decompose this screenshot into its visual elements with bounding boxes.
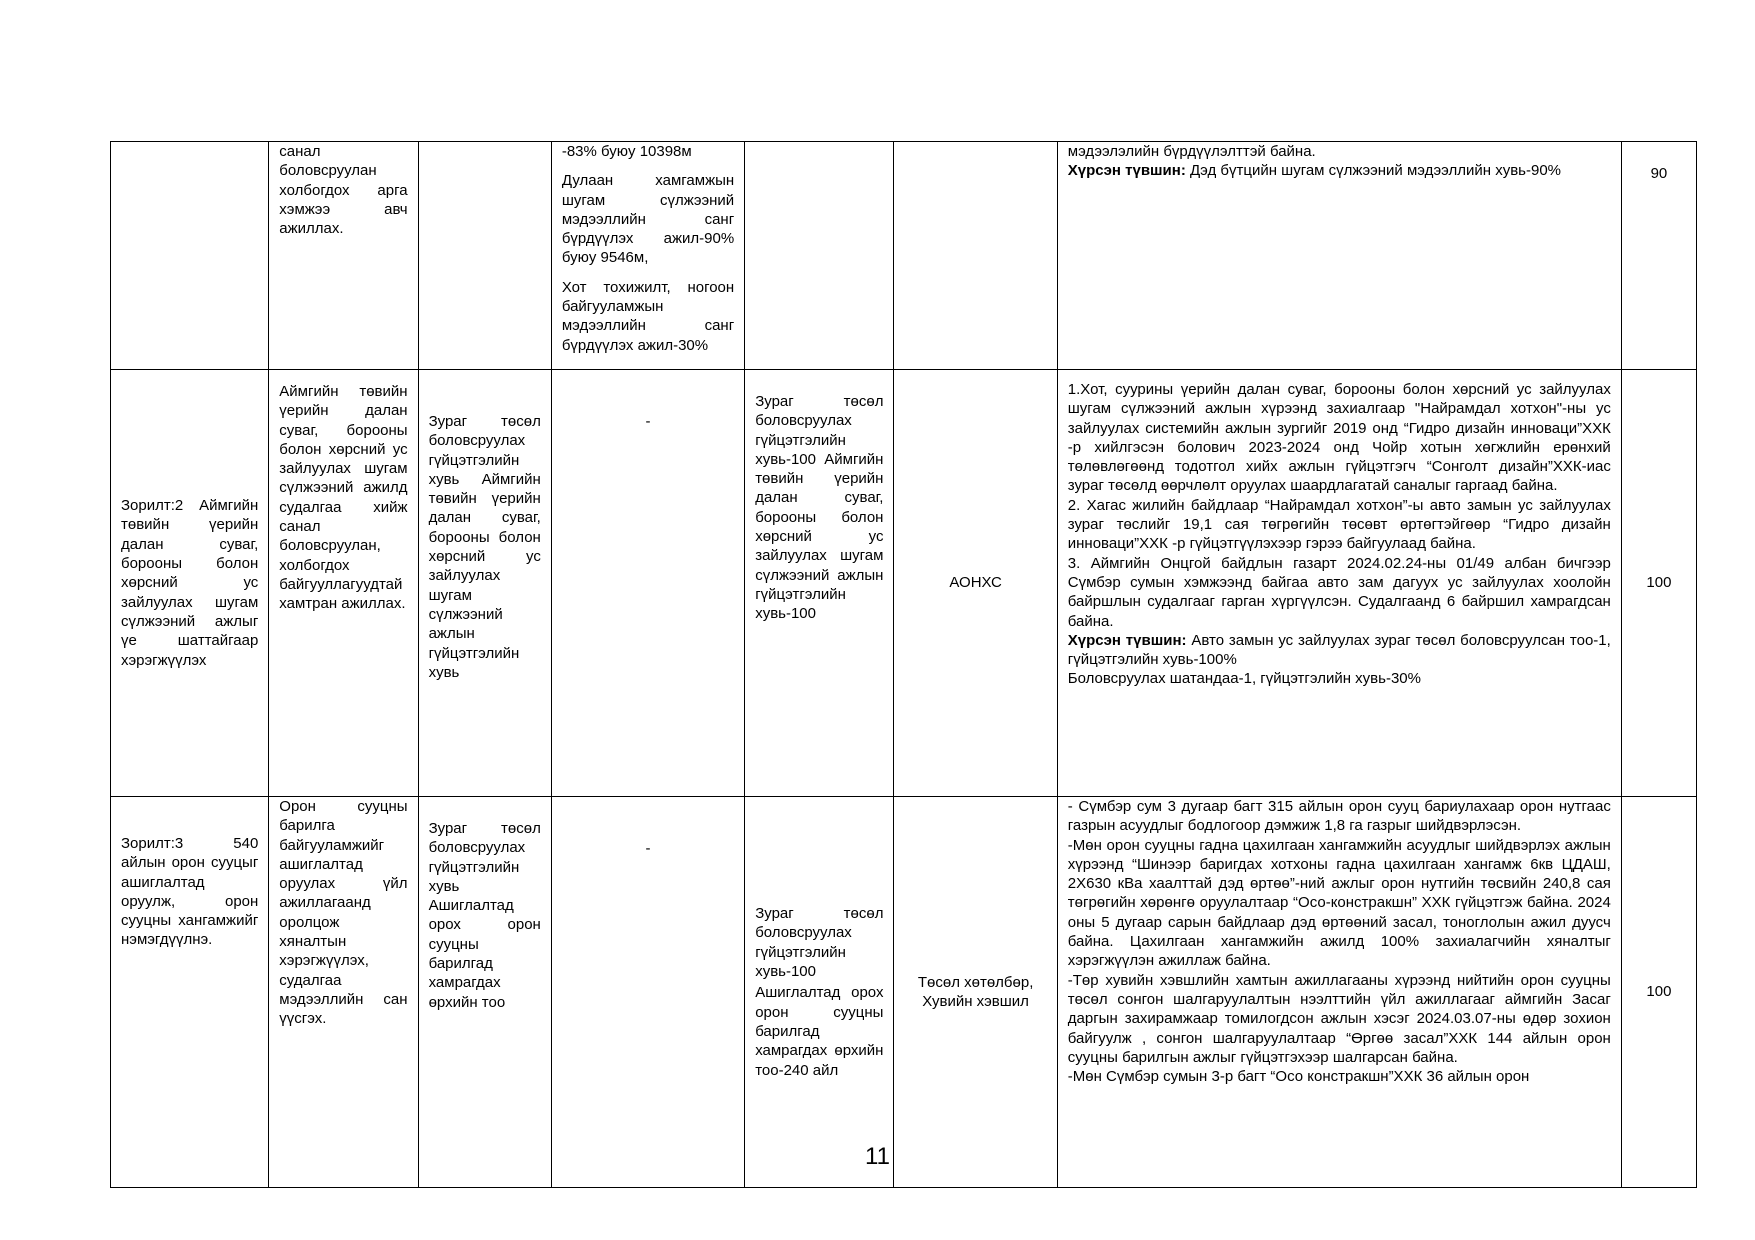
baseline-text: Дулаан хамгамжын шугам сүлжээний мэдээллийн санг бүрдүүлэх ажил-90% буюу 9546м, — [561, 172, 735, 267]
progress-text: -Мөн Сүмбэр сумын 3-р багт “Осо констракшн”ХХК 36 айлын орон — [1067, 1068, 1530, 1086]
progress-text: 1.Хот, суурины үерийн далан суваг, борооны болон хөрсний ус зайлуулах шугам сүлжээний ажлын хүрээнд захиалгаар "Найрамдал хотхон"-ны ус зайлуулах системийн ажлын зургийг 2019 онд “Гидро дизайн инноваци”ХХК -р хийлгэсэн болович 2023-2024 онд Чойр хотын хөгжлийн ерөнхий төлөвлөгөөнд тодотгол хийх ажлын гүйцэтгэгч “Сонголт дизайн”ХХК-иас зураг төсөлд өөрчлөлт оруулах шаардлагатай саналыг гаргаад байна. — [1067, 381, 1611, 495]
goal-cell: Зорилт:2 Аймгийн төвийн үерийн далан суваг, борооны болон хөрсний ус зайлуулах шугам сүлжээний ажлыг үе шаттайгаар хэрэгжүүлэх — [111, 370, 269, 797]
progress-cell — [1057, 142, 1621, 370]
score-cell: 100 — [1621, 370, 1696, 797]
target-text: Ашиглалтад орох орон сууцны барилгад хамрагдах өрхийн тоо-240 айл — [755, 984, 884, 1079]
baseline-text: -83% буюу 10398м — [561, 143, 692, 160]
target-cell: Зураг төсөл боловсруулах гүйцэтгэлийн хувь-100 Аймгийн төвийн үерийн далан суваг, борооны болон хөрсний ус зайлуулах шугам сүлжээний ажлын гүйцэтгэлийн хувь-100 — [745, 370, 894, 797]
table-row — [111, 370, 1697, 797]
progress-text: 2. Хагас жилийн байдлаар “Найрамдал хотхон”-ы авто замын ус зайлуулах зураг төслийг 19,1 сая төгрөгийн төсөвт өртөгтэйгөөр “Гидро дизайн инноваци”ХХК -р гүйцэтгүүлэхээр гэрээ байгуулаад байна. — [1067, 496, 1611, 553]
table-row — [111, 142, 1697, 370]
level-label: Хүрсэн түвшин: — [1067, 631, 1187, 649]
progress-text: - Сүмбэр сум 3 дугаар багт 315 айлын орон сууц бариулахаар орон нутгаас газрын асуудлыг бодлогоор дэмжиж 1,8 га газрыг шийдвэрлэсэн. — [1067, 798, 1611, 835]
score-cell: 100 — [1621, 797, 1696, 1188]
level-label: Хүрсэн түвшин: — [1067, 162, 1186, 180]
report-table — [110, 141, 1697, 1188]
baseline-cell — [551, 142, 744, 370]
responsible-cell: Төсөл хөтөлбөр, Хувийн хэвшил — [894, 797, 1057, 1188]
baseline-text: Хот тохижилт, ногоон байгууламжын мэдээллийн санг бүрдүүлэх ажил-30% — [561, 278, 735, 354]
progress-text: Боловсруулах шатандаа-1, гүйцэтгэлийн хувь-30% — [1067, 670, 1421, 688]
responsible-cell: АОНХС — [894, 370, 1057, 797]
progress-text: мэдээлэлийн бүрдүүлэлттэй байна. — [1067, 143, 1316, 160]
target-cell — [745, 797, 894, 1188]
activity-cell: Орон сууцны барилга байгууламжийг ашиглалтад оруулах үйл ажиллагаанд оролцож хяналтын хэрэгжүүлэх, судалгаа мэдээллийн сан үүсгэх. — [269, 797, 418, 1188]
goal-cell: Зорилт:3 540 айлын орон сууцыг ашиглалтад оруулж, орон сууцны хангамжийг нэмэгдүүлнэ. — [111, 797, 269, 1188]
responsible-cell — [894, 142, 1057, 370]
score-cell: 90 — [1621, 142, 1696, 370]
goal-cell — [111, 142, 269, 370]
indicator-cell: Зураг төсөл боловсруулах гүйцэтгэлийн хувь Аймгийн төвийн үерийн далан суваг, борооны болон хөрсний ус зайлуулах шугам сүлжээний ажлын гүйцэтгэлийн хувь — [418, 370, 551, 797]
progress-cell — [1057, 797, 1621, 1188]
progress-text: 3. Аймгийн Онцгой байдлын газарт 2024.02.24-ны 01/49 албан бичгээр Сүмбэр сумын хэмжээнд байгаа авто зам дагуух ус зайлуулах хоолойн байршлын судалгааг гарган хүргүүлсэн. Судалгаанд 6 байршил хамрагдсан байна. — [1067, 554, 1611, 630]
activity-cell: Аймгийн төвийн үерийн далан суваг, борооны болон хөрсний ус зайлуулах шугам сүлжээний ажилд судалгаа хийж санал боловсруулан, холбогдох байгууллагуудтай хамтран ажиллах. — [269, 370, 418, 797]
progress-text: -Мөн орон сууцны гадна цахилгаан хангамжийн асуудлыг шийдвэрлэх ажлын хүрээнд “Шинээр баригдах хотхоны гадна цахилгаан хангамж 6кв ЦДАШ, 2Х630 кВа хаалттай дэд өртөө”-ний ажлыг орон нутгийн төсвийн 240,8 сая төгрөгийн хөрөнгө оруулалтаар “Осо-констракшн” ХХК гүйцэтгэж байна. 2024 оны 5 дугаар сарын байдлаар дэд өртөөний засал, тоноглолын ажил дуусч байна. Цахилгаан хангамжийн ажилд 100% захиалагчийн хяналтыг хэрэгжүүлэн ажиллаж байна. — [1067, 836, 1611, 970]
page-number: 11 — [865, 1143, 890, 1170]
table-row — [111, 797, 1697, 1188]
baseline-cell: - — [551, 797, 744, 1188]
target-text: Зураг төсөл боловсруулах гүйцэтгэлийн хувь-100 — [755, 905, 884, 981]
baseline-cell: - — [551, 370, 744, 797]
progress-cell — [1057, 370, 1621, 797]
progress-text: -Төр хувийн хэвшлийн хамтын ажиллагааны хүрээнд нийтийн орон сууцны төсөл сонгон шалгаруулалтын нээлттийн үйл ажиллагааг аймгийн Засаг даргын захирамжаар томилогдсон ажлын хэсэг 2024.03.07-ны өдөр зохион байгуулж , сонгон шалгаруулалтаар “Өргөө засал”ХХК 144 айлын орон сууцны барилгын ажлыг гүйцэтгэхээр шалгарсан байна. — [1067, 971, 1611, 1066]
indicator-cell: Зураг төсөл боловсруулах гүйцэтгэлийн хувь Ашиглалтад орох орон сууцны барилгад хамрагдах өрхийн тоо — [418, 797, 551, 1188]
activity-cell: санал боловсруулан холбогдох арга хэмжээ авч ажиллах. — [269, 142, 418, 370]
level-text: Авто замын ус зайлуулах зураг төсөл боловсруулсан тоо-1, гүйцэтгэлийн хувь-100% — [1067, 631, 1611, 669]
indicator-cell — [418, 142, 551, 370]
level-text: Дэд бүтцийн шугам сүлжээний мэдээллийн хувь-90% — [1190, 162, 1562, 180]
target-cell — [745, 142, 894, 370]
